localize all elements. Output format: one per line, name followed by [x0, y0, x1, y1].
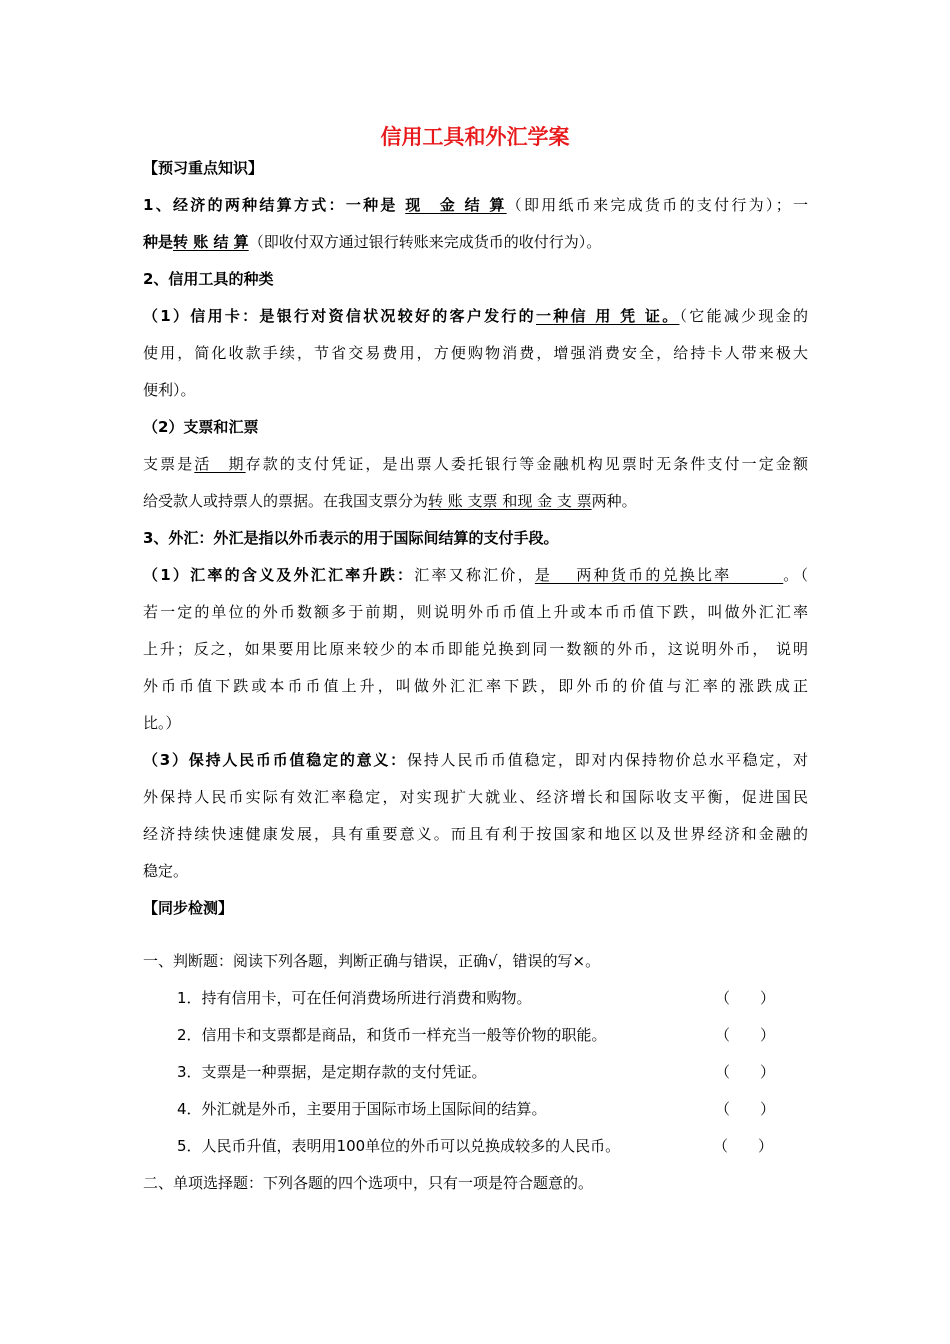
judge-item-text: 1．持有信用卡，可在任何消费场所进行消费和购物。 [177, 989, 532, 1007]
blank-cash-settlement: 现 金 结 算 [405, 196, 507, 214]
stable-line-4: 稳定。 [143, 862, 189, 880]
judge-intro: 一、判断题：阅读下列各题，判断正确与错误，正确√，错误的写×。 [143, 952, 601, 970]
answer-blank[interactable]: （ ） [715, 989, 776, 1007]
answer-blank[interactable]: （ ） [715, 1100, 776, 1118]
judge-item [143, 1017, 808, 1054]
test-heading: 【同步检测】 [143, 899, 234, 917]
blank-demand-deposit: 活 期 [194, 455, 246, 473]
cheque-heading: （2）支票和汇票 [143, 418, 259, 436]
cheque-text-f: 两种。 [591, 492, 637, 510]
section-1-note-1: （即用纸币来完成货币的支付行为）；一 [506, 196, 808, 214]
rate-line-5: 比。） [143, 714, 181, 732]
blank-cheque-types: 转 账 支票 和现 金 支 票 [428, 492, 592, 510]
cheque-line-1 [143, 446, 808, 483]
credit-card-text: （1）信用卡：是银行对资信状况较好的客户发行的 [143, 307, 536, 325]
blank-exchange-ratio: 是 两种货币的兑换比率 [534, 566, 784, 584]
stable-text: 保持人民币币值稳定，即对内保持物价总水平稳定，对 [406, 751, 808, 769]
credit-card-note: （它能减少现金的 [679, 307, 808, 325]
section-1-text-2: 种是 [143, 233, 174, 251]
answer-blank[interactable]: （ ） [715, 1026, 776, 1044]
section-1-note-2: （即收付双方通过银行转账来完成货币的收付行为）。 [248, 233, 602, 251]
judge-item-text: 3．支票是一种票据，是定期存款的支付凭证。 [177, 1063, 487, 1081]
cheque-text-a: 支票是 [143, 455, 195, 473]
judge-item [143, 1128, 808, 1165]
rate-line-1 [143, 557, 808, 594]
rate-heading: （1）汇率的含义及外汇汇率升跌： [143, 566, 415, 584]
section-1-text: 1、经济的两种结算方式：一种是 [143, 196, 398, 214]
blank-credit-voucher: 一种信 用 凭 证。 [535, 307, 680, 325]
cheque-line-2 [143, 483, 808, 520]
judge-item [143, 1091, 808, 1128]
stable-line-1 [143, 742, 808, 779]
judge-item-text: 2．信用卡和支票都是商品，和货币一样充当一般等价物的职能。 [177, 1026, 607, 1044]
section-2-heading: 2、信用工具的种类 [143, 270, 274, 288]
credit-card-line-1 [143, 298, 808, 335]
choice-intro: 二、单项选择题：下列各题的四个选项中，只有一项是符合题意的。 [143, 1174, 594, 1192]
rate-text-end: 。（ [783, 566, 808, 584]
rate-line-4: 外币币值下跌或本币币值上升，叫做外汇汇率下跌，即外币的价值与汇率的涨跌成正 [143, 677, 808, 695]
credit-card-line-2: 使用，简化收款手续，节省交易费用，方便购物消费，增强消费安全，给持卡人带来极大 [143, 344, 808, 362]
section-3-heading: 3、外汇：外汇是指以外币表示的用于国际间结算的支付手段。 [143, 529, 559, 547]
judge-item [143, 1054, 808, 1091]
stable-line-2: 外保持人民币实际有效汇率稳定，对实现扩大就业、经济增长和国际收支平衡，促进国民 [143, 788, 808, 806]
section-1-line-2 [143, 224, 808, 261]
section-1-line-1 [143, 187, 808, 224]
cheque-text-d: 给受款人或持票人的票据。在我国支票分为 [143, 492, 429, 510]
cheque-text-c: 存款的支付凭证，是出票人委托银行等金融机构见票时无条件支付一定金额 [245, 455, 808, 473]
judge-item-text: 4．外汇就是外币，主要用于国际市场上国际间的结算。 [177, 1100, 547, 1118]
stable-line-3: 经济持续快速健康发展，具有重要意义。而且有利于按国家和地区以及世界经济和金融的 [143, 825, 808, 843]
rate-line-3: 上升；反之，如果要用比原来较少的本币即能兑换到同一数额的外币，这说明外币， 说明 [143, 640, 808, 658]
credit-card-line-3: 便利）。 [143, 381, 196, 399]
stable-heading: （3）保持人民币币值稳定的意义： [143, 751, 407, 769]
document-body [143, 150, 808, 1202]
judge-item [143, 980, 808, 1017]
answer-blank[interactable]: （ ） [715, 1063, 776, 1081]
rate-text: 汇率又称汇价， [414, 566, 535, 584]
blank-transfer-settlement: 转 账 结 算 [173, 233, 249, 251]
rate-line-2: 若一定的单位的外币数额多于前期，则说明外币币值上升或本币币值下跌，叫做外汇汇率 [143, 603, 808, 621]
preview-heading: 【预习重点知识】 [143, 159, 264, 177]
answer-blank[interactable]: （ ） [713, 1137, 774, 1155]
judge-item-text: 5．人民币升值，表明用100单位的外币可以兑换成较多的人民币。 [177, 1137, 621, 1155]
document-title: 信用工具和外汇学案 [380, 125, 570, 149]
